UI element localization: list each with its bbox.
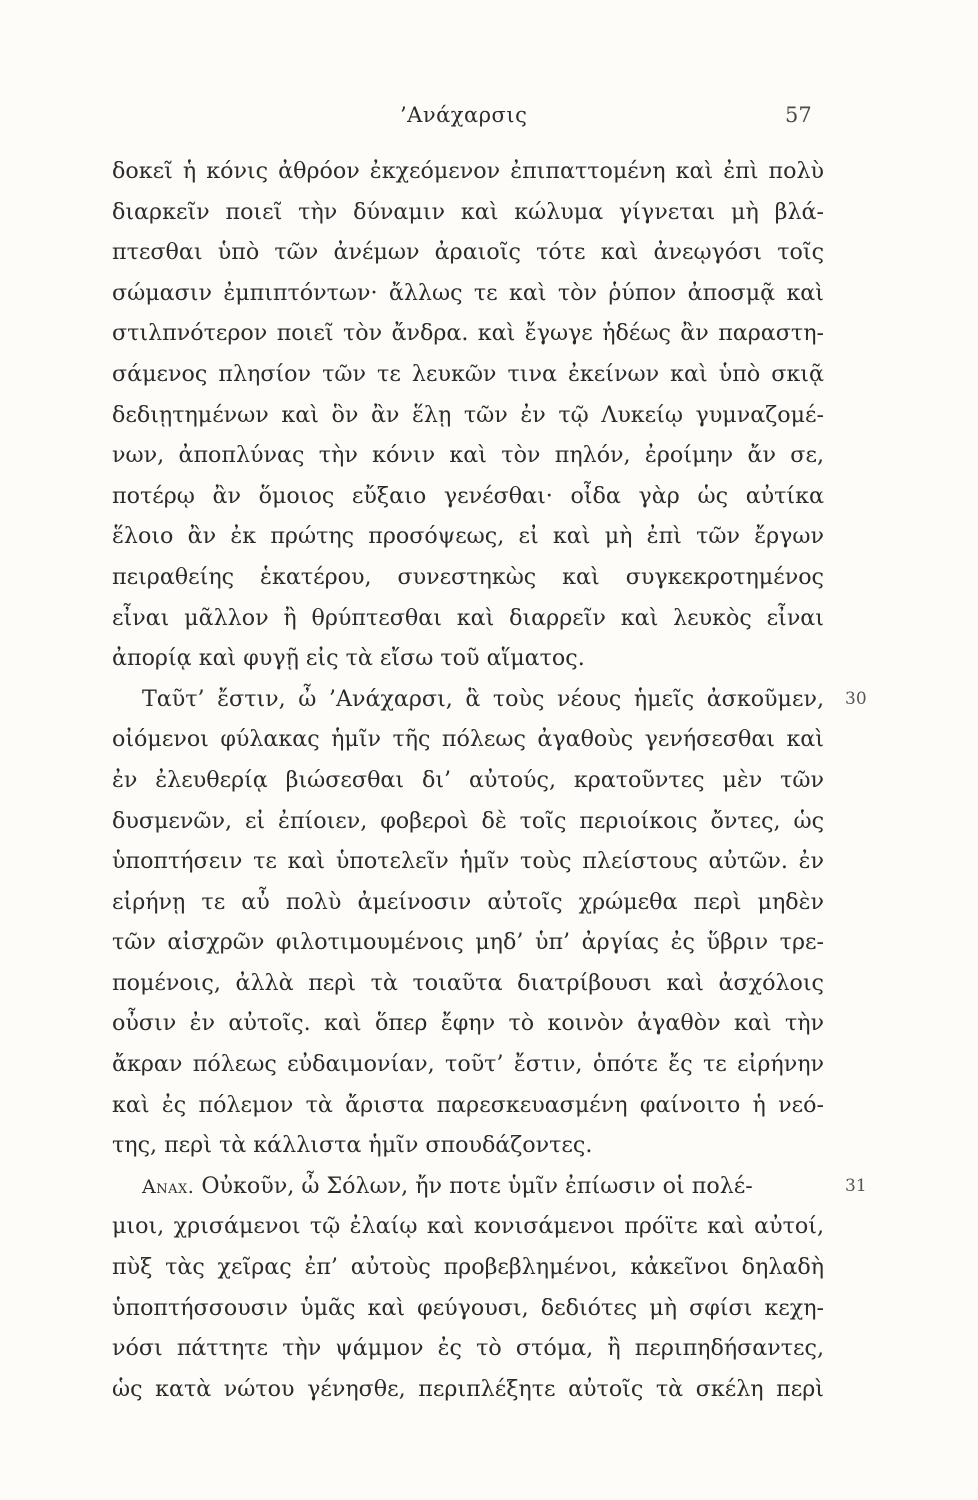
text-line: σάμενος πλησίον τῶν τε λευκῶν τινα ἐκείνων καὶ ὑπὸ σκιᾷ [112,360,824,387]
text-line: εἰρήνῃ τε αὖ πολὺ ἀμείνοσιν αὐτοῖς χρώμεθα περὶ μηδὲν [112,888,824,915]
text-line: δυσμενῶν, εἰ ἐπίοιεν, φοβεροὶ δὲ τοῖς περιοίκοις ὄντες, ὡς [112,807,824,834]
text-line: ὑποπτήσειν τε καὶ ὑποτελεῖν ἡμῖν τοὺς πλείστους αὐτῶν. ἐν [112,848,824,875]
text-line: νων, ἀποπλύνας τὴν κόνιν καὶ τὸν πηλόν, ἐροίμην ἄν σε, [112,442,824,469]
running-title: ’Ανάχαρσις [400,103,528,127]
text-line: ὑποπτήσσουσιν ὑμᾶς καὶ φεύγουσι, δεδιότες μὴ σφίσι κεχη- [112,1294,824,1321]
text-line: δοκεῖ ἡ κόνις ἀθρόον ἐκχεόμενον ἐπιπαττομένη καὶ ἐπὶ πολὺ [112,158,824,184]
text-line: νόσι πάττητε τὴν ψάμμον ἐς τὸ στόμα, ἢ περιπηδήσαντες, [112,1335,824,1362]
speaker-label: Anax. [142,1175,195,1198]
page-number: 57 [785,103,812,127]
text-line: Οὐκοῦν, ὦ Σόλων, ἤν ποτε ὑμῖν ἐπίωσιν οἱ πολέ- [201,1172,753,1199]
text-line: πτεσθαι ὑπὸ τῶν ἀνέμων ἀραιοῖς τότε καὶ ἀνεῳγόσι τοῖς [112,239,824,266]
text-line: οὖσιν ἐν αὐτοῖς. καὶ ὅπερ ἔφην τὸ κοινὸν ἀγαθὸν καὶ τὴν [112,1010,824,1037]
text-line: ἐν ἐλευθερίᾳ βιώσεσθαι δι’ αὐτούς, κρατοῦντες μὲν τῶν [112,766,824,793]
text-line: οἰόμενοι φύλακας ἡμῖν τῆς πόλεως ἀγαθοὺς γενήσεσθαι καὶ [112,726,824,753]
margin-section-number: 31 [845,1175,867,1196]
text-line: πομένοις, ἀλλὰ περὶ τὰ τοιαῦτα διατρίβουσι καὶ ἀσχόλοις [112,969,824,996]
margin-section-number: 30 [845,688,867,709]
text-line: πὺξ τὰς χεῖρας ἐπ’ αὐτοὺς προβεβλημένοι, κἀκεῖνοι δηλαδὴ [112,1254,824,1281]
paragraph-31-first-line [112,1166,867,1207]
main-text [112,151,867,1409]
text-line: πειραθείης ἑκατέρου, συνεστηκὼς καὶ συγκεκροτημένος [112,563,824,590]
text-line: δεδιῃτημένων καὶ ὃν ἂν ἕλῃ τῶν ἐν τῷ Λυκείῳ γυμναζομέ- [112,401,824,428]
text-line: ὡς κατὰ νώτου γένησθε, περιπλέξητε αὐτοῖς τὰ σκέλη περὶ [112,1375,824,1402]
text-line: στιλπνότερον ποιεῖ τὸν ἄνδρα. καὶ ἔγωγε ἡδέως ἂν παραστη- [112,320,824,347]
text-line: ἄκραν πόλεως εὐδαιμονίαν, τοῦτ’ ἔστιν, ὁπότε ἔς τε εἰρήνην [112,1051,824,1078]
text-line: ποτέρῳ ἂν ὅμοιος εὔξαιο γενέσθαι· οἶδα γὰρ ὡς αὐτίκα [112,482,824,509]
page-header [0,103,978,139]
text-line: σώμασιν ἐμπιπτόντων· ἄλλως τε καὶ τὸν ῥύπον ἀποσμᾷ καὶ [112,279,824,306]
text-line: εἶναι μᾶλλον ἢ θρύπτεσθαι καὶ διαρρεῖν καὶ λευκὸς εἶναι [112,604,824,631]
text-line: Ταῦτ’ ἔστιν, ὦ ’Ανάχαρσι, ἃ τοὺς νέους ἡμεῖς ἀσκοῦμεν, [142,685,824,712]
text-line: μιοι, χρισάμενοι τῷ ἐλαίῳ καὶ κονισάμενοι πρόϊτε καὶ αὐτοί, [112,1213,824,1240]
text-line: τῶν αἰσχρῶν φιλοτιμουμένοις μηδ’ ὑπ’ ἀργίας ἐς ὕβριν τρε- [112,929,824,956]
text-line: διαρκεῖν ποιεῖ τὴν δύναμιν καὶ κώλυμα γίγνεται μὴ βλά- [112,198,824,225]
text-line: καὶ ἐς πόλεμον τὰ ἄριστα παρεσκευασμένη φαίνοιτο ἡ νεό- [112,1091,824,1118]
paragraph-30-first-line [112,679,867,720]
text-line: ἕλοιο ἂν ἐκ πρώτης προσόψεως, εἰ καὶ μὴ ἐπὶ τῶν ἔργων [112,523,824,550]
text-line: της, περὶ τὰ κάλλιστα ἡμῖν σπουδάζοντες. [112,1132,593,1159]
text-line: ἀπορίᾳ καὶ φυγῇ εἰς τὰ εἴσω τοῦ αἵματος. [112,645,585,672]
